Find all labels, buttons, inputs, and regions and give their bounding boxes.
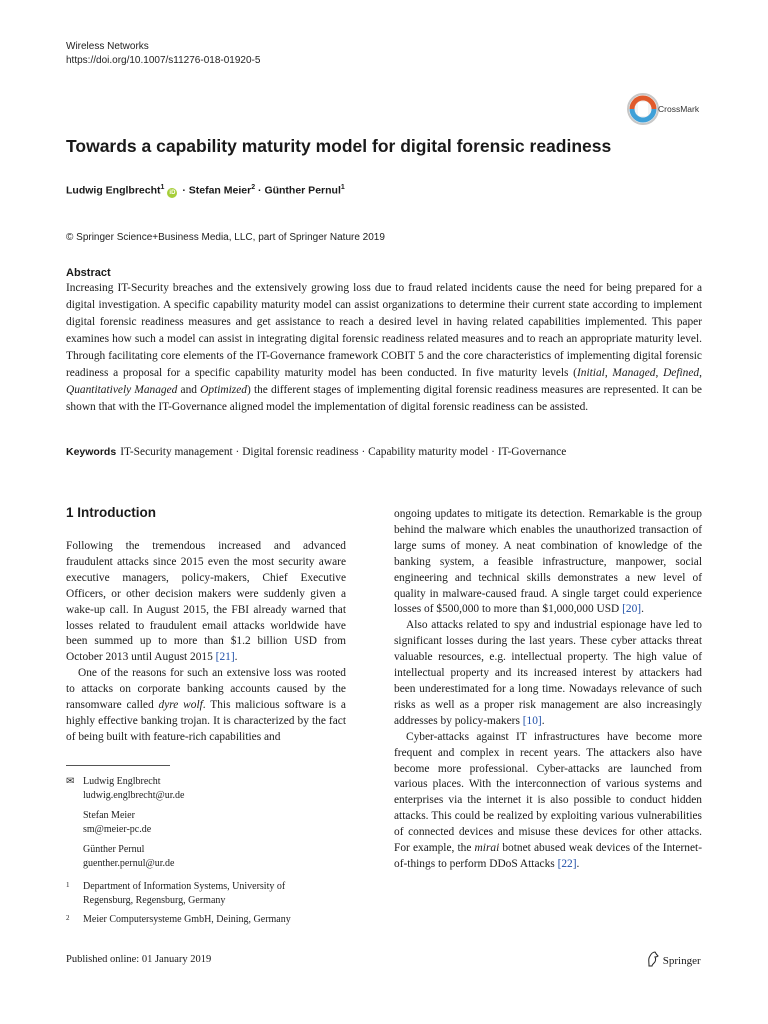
keywords-line: Keywords IT-Security management · Digital forensic readiness · Capability maturity model · IT-Governance bbox=[66, 446, 567, 458]
keyword: Digital forensic readiness bbox=[242, 446, 359, 458]
abstract-part: ) the different stages of implementing digital forensic readiness measures are represented. It can be shown that with the IT-Governance aligned model the implementation of digital forensic readiness can be assisted. bbox=[66, 384, 702, 413]
maturity-level: Optimized bbox=[200, 384, 247, 396]
maturity-level: Defined bbox=[663, 367, 700, 379]
author-name[interactable]: Stefan Meier bbox=[188, 184, 252, 197]
malware-name: dyre wolf bbox=[158, 699, 203, 712]
author-list bbox=[66, 181, 345, 198]
contact-email[interactable]: ludwig.englbrecht@ur.de bbox=[83, 790, 185, 801]
citation-link[interactable]: [21] bbox=[215, 651, 235, 664]
paragraph-text: ongoing updates to mitigate its detection. Remarkable is the group behind the malware which enables the unauthorized transaction of large sums of money. A neat combination of knowledge of the banking system, a feasible infrastructure, manpower, social engineering and technical skills demonstrates a new level of quality in malware-caused fraud. A single target could experience losses of $500,000 to more than $1,000,000 USD bbox=[394, 508, 702, 616]
publisher-name: Springer bbox=[662, 955, 701, 967]
keyword: IT-Security management bbox=[120, 446, 233, 458]
doi-link[interactable]: https://doi.org/10.1007/s11276-018-01920-5 bbox=[66, 55, 261, 66]
journal-header bbox=[66, 40, 260, 68]
author-name[interactable]: Günther Pernul bbox=[264, 184, 341, 197]
crossmark-icon bbox=[626, 92, 660, 126]
contact-email[interactable]: sm@meier-pc.de bbox=[83, 824, 152, 835]
springer-horse-icon bbox=[646, 951, 660, 967]
citation-link[interactable]: [20] bbox=[622, 603, 642, 616]
affiliation-number: 1 bbox=[66, 881, 70, 889]
affiliation-text: Meier Computersysteme GmbH, Deining, Germany bbox=[83, 914, 291, 925]
contact-block bbox=[66, 775, 185, 869]
contact-email[interactable]: guenther.pernul@ur.de bbox=[83, 858, 175, 869]
paragraph: Following the tremendous increased and advanced fraudulent attacks since 2015 even the most security aware executive managers, policy-makers, Chief Executive Officers, or other decision makers were suddenly given a wake-up call. In August 2015, the FBI already warned that losses related to fraudulent email attacks worldwide have been summed up to more than $1.2 billion USD from October 2013 until August 2015 [21]. bbox=[66, 540, 346, 664]
maturity-level: Initial bbox=[576, 367, 605, 379]
contact-name: Günther Pernul bbox=[83, 844, 145, 855]
paragraph-text: botnet abused weak devices of the Internet-of-things to perform DDoS Attacks bbox=[394, 842, 702, 870]
contact-name: Ludwig Englbrecht bbox=[83, 776, 161, 787]
affiliation-number: 2 bbox=[66, 914, 70, 922]
paragraph-text: One of the reasons for such an extensive loss was rooted to attacks on corporate banking accounts caused by the ransomware called bbox=[66, 667, 346, 712]
author-separator: · bbox=[179, 184, 189, 197]
right-column bbox=[394, 507, 702, 873]
affiliation-text: Regensburg, Regensburg, Germany bbox=[83, 895, 226, 906]
maturity-level: Managed bbox=[612, 367, 656, 379]
journal-name: Wireless Networks bbox=[66, 41, 149, 52]
affiliation-1 bbox=[66, 878, 286, 906]
author-separator: · bbox=[255, 184, 265, 197]
section-heading: 1 Introduction bbox=[66, 505, 156, 520]
affiliation-marker: 2 bbox=[251, 184, 256, 191]
affiliation-marker: 1 bbox=[160, 184, 165, 191]
orcid-icon[interactable]: iD bbox=[169, 189, 176, 196]
left-column bbox=[66, 539, 346, 746]
paragraph-text: Following the tremendous increased and advanced fraudulent attacks since 2015 even the most security aware executive managers, policy-makers, Chief Executive Officers, or other decision makers were suddenly given a wake-up call. In August 2015, the FBI already warned that losses related to fraudulent email attacks worldwide have been summed up to more than $1.2 billion USD from October 2013 until August 2015 bbox=[66, 540, 346, 664]
affiliation-text: Department of Information Systems, University of bbox=[83, 881, 286, 892]
published-date: Published online: 01 January 2019 bbox=[66, 954, 212, 965]
keywords-heading: Keywords bbox=[66, 446, 117, 458]
springer-logo bbox=[646, 951, 701, 967]
author-name[interactable]: Ludwig Englbrecht bbox=[66, 184, 161, 197]
footnote-divider bbox=[66, 765, 170, 766]
abstract-part: Increasing IT-Security breaches and the extensively growing loss due to fraud related incidents cause the need for being prepared for a digital investigation. A specific capability maturity model can assist organizations to determine their current state according to implement digital forensic readiness measures and get assistance to reach a desired level in having related capabilities implemented. This paper examines how such a model can assist in integrating digital forensic readiness related measures and to reach an appropriate maturity level. Through facilitating core elements of the IT-Governance framework COBIT 5 and the core characteristics of implementing digital forensic readiness a proposal for a specific capability maturity model has been conducted. In five maturity levels ( bbox=[66, 282, 702, 379]
abstract-heading: Abstract bbox=[66, 267, 111, 279]
paragraph: Cyber-attacks against IT infrastructures have become more frequent and complex in recent years. The attackers also have become more professional. Cyber-attacks are launched from various places. With the interconnection of various systems and enterprises via the internet it is also possible to conduct hidden attacks. This could be realized by exploiting various vulnerabilities of connected devices and misuse these devices for other attacks. For example, the mirai botnet abused weak devices of the Internet-of-things to perform DDoS Attacks [22]. bbox=[394, 730, 702, 870]
paragraph-text: Also attacks related to spy and industrial espionage have led to significant losses during the last years. These cyber attacks threat valuable resources, e.g. intellectual property. The high value of intellectual property and its increased interest by attackers had been underestimated for a long time. Nowadays relevance of such risks as well as a proper risk management are also increasingly addresses by policy-makers bbox=[394, 619, 702, 727]
paragraph: Also attacks related to spy and industrial espionage have led to significant losses during the last years. These cyber attacks threat valuable resources, e.g. intellectual property. The high value of intellectual property and its increased interest by attackers had been underestimated for a long time. Nowadays relevance of such risks as well as a proper risk management are also increasingly addresses by policy-makers [10]. bbox=[394, 619, 702, 727]
affiliation-marker: 1 bbox=[340, 184, 345, 191]
abstract-text: Increasing IT-Security breaches and the extensively growing loss due to fraud related incidents cause the need for being prepared for a digital investigation. A specific capability maturity model can assist organizations to determine their current state according to implement digital forensic readiness measures and get assistance to reach a desired level in having related capabilities implemented. This paper examines how such a model can assist in integrating digital forensic readiness related measures and to reach an appropriate maturity level. Through facilitating core elements of the IT-Governance framework COBIT 5 and the core characteristics of implementing digital forensic readiness a proposal for a specific capability maturity model has been conducted. In five maturity levels (Initial, Managed, Defined, Quantitatively Managed and Optimized) the different stages of implementing digital forensic readiness measures are represented. It can be shown that with the IT-Governance aligned model the implementation of digital forensic readiness can be assisted. bbox=[66, 282, 702, 413]
maturity-level: Quantitatively Managed bbox=[66, 384, 178, 396]
affiliation-2 bbox=[66, 911, 291, 925]
copyright-notice: © Springer Science+Business Media, LLC, part of Springer Nature 2019 bbox=[66, 232, 385, 243]
contact-name: Stefan Meier bbox=[83, 810, 135, 821]
paragraph-text: Cyber-attacks against IT infrastructures have become more frequent and complex in recent years. The attackers also have become more professional. Cyber-attacks are launched from various places. With the interconnection of various systems and enterprises via the internet it is also possible to conduct hidden attacks. This could be realized by exploiting various vulnerabilities of connected devices and misuse these devices for other attacks. For example, the bbox=[394, 730, 702, 855]
paragraph bbox=[66, 666, 346, 746]
botnet-name: mirai bbox=[474, 842, 500, 855]
citation-link[interactable]: [10] bbox=[522, 714, 542, 727]
crossmark-label: CrossMark bbox=[658, 104, 700, 114]
mail-icon: ✉ bbox=[66, 776, 75, 787]
keyword: IT-Governance bbox=[497, 446, 567, 458]
keyword: Capability maturity model bbox=[368, 446, 489, 458]
paper-title: Towards a capability maturity model for digital forensic readiness bbox=[66, 136, 612, 156]
paragraph-text: . This malicious software is a highly effective banking trojan. It is characterized by the fact of being built with feature-rich capabilities and bbox=[66, 699, 346, 743]
paragraph: ongoing updates to mitigate its detection. Remarkable is the group behind the malware which enables the unauthorized transaction of large sums of money. A neat combination of knowledge of the banking system, a feasible infrastructure, manpower, social engineering and technical skills demonstrates a new level of quality in malware-caused fraud. A single target could experience losses of $500,000 to more than $1,000,000 USD [20]. bbox=[394, 508, 702, 616]
citation-link[interactable]: [22] bbox=[557, 857, 577, 870]
